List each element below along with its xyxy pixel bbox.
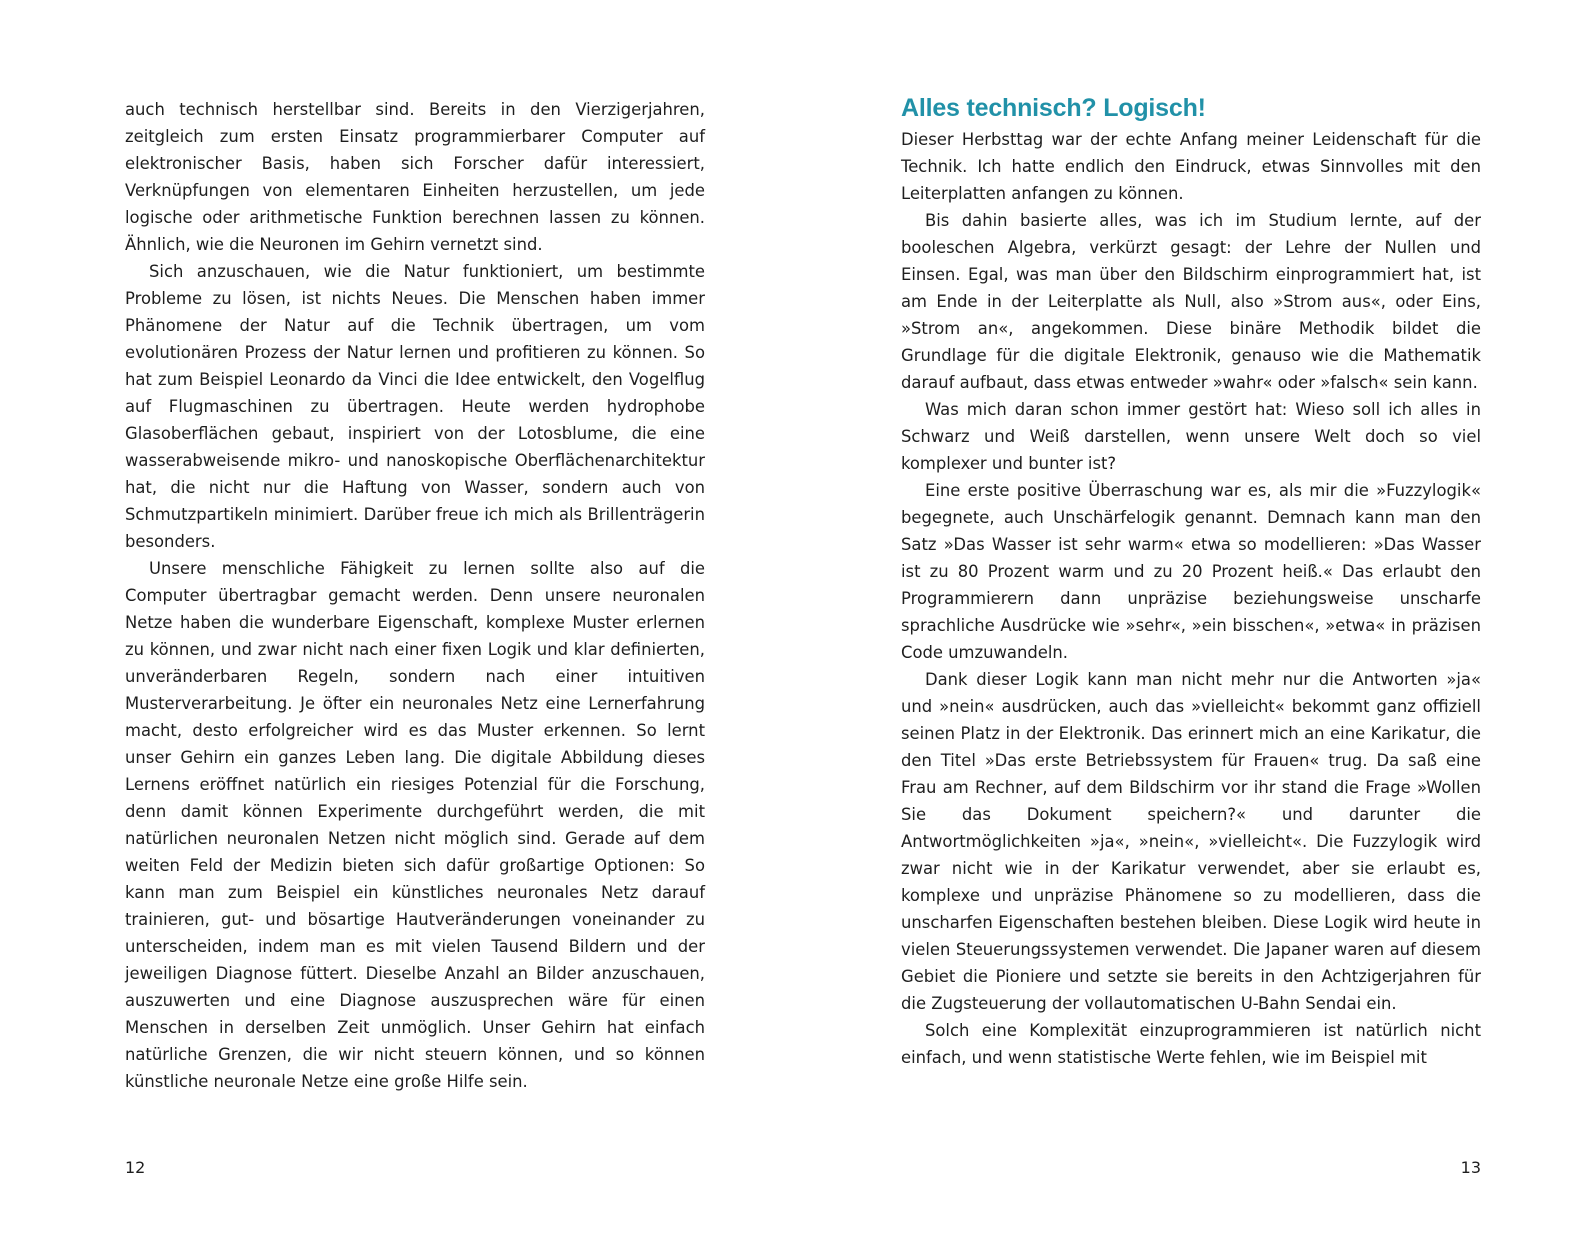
paragraph: Dank dieser Logik kann man nicht mehr nur die Antworten »ja« und »nein« ausdrücken, auch das »vielleicht« bekommt ganz offiziell seinen Platz in der Elektronik. Das erinnert mich an eine Karikatur, die den Titel »Das erste Betriebssystem für Frauen« trug. Da saß eine Frau am Rechner, auf dem Bildschirm vor ihr stand die Frage »Wollen Sie das Dokument speichern?« und darunter die Antwortmöglichkeiten »ja«, »nein«, »vielleicht«. Die Fuzzylogik wird zwar nicht wie in der Karikatur verwendet, aber sie erlaubt es, komplexe und unpräzise Phänomene so zu modellieren, dass die unscharfen Eigenschaften bestehen bleiben. Diese Logik wird heute in vielen Steuerungssystemen verwendet. Die Japaner waren auf diesem Gebiet die Pioniere und setzte sie bereits in den Achtzigerjahren für die Zugsteuerung der vollautomatischen U-Bahn Sendai ein. — [901, 670, 1481, 1013]
left-text-column — [125, 96, 705, 1095]
left-page — [125, 0, 705, 1240]
paragraph: Was mich daran schon immer gestört hat: Wieso soll ich alles in Schwarz und Weiß darstellen, wenn unsere Welt doch so viel komplexer und bunter ist? — [901, 400, 1481, 473]
paragraph: Eine erste positive Überraschung war es, als mir die »Fuzzylogik« begegnete, auch Unschärfelogik genannt. Demnach kann man den Satz »Das Wasser ist sehr warm« etwa so modellieren: »Das Wasser ist zu 80 Prozent warm und zu 20 Prozent heiß.« Das erlaubt den Programmierern dann unpräzise beziehungsweise unscharfe sprachliche Ausdrücke wie »sehr«, »ein bisschen«, »etwa« in präzisen Code umzuwandeln. — [901, 481, 1481, 662]
paragraph: Sich anzuschauen, wie die Natur funktioniert, um bestimmte Probleme zu lösen, ist nichts Neues. Die Menschen haben immer Phänomene der Natur auf die Technik übertragen, um vom evolutionären Prozess der Natur lernen und profitieren zu können. So hat zum Beispiel Leonardo da Vinci die Idee entwickelt, den Vogelflug auf Flugmaschinen zu übertragen. Heute werden hydrophobe Glasoberflächen gebaut, inspiriert von der Lotosblume, die eine wasserabweisende mikro- und nanoskopische Oberflächenarchitektur hat, die nicht nur die Haftung von Wasser, sondern auch von Schmutzpartikeln minimiert. Darüber freue ich mich als Brillenträgerin besonders. — [125, 262, 705, 551]
page-number: 13 — [1460, 1158, 1481, 1177]
right-text-column — [901, 92, 1481, 1071]
paragraph: Unsere menschliche Fähigkeit zu lernen sollte also auf die Computer übertragbar gemacht werden. Denn unsere neuronalen Netze haben die wunderbare Eigenschaft, komplexe Muster erlernen zu können, und zwar nicht nach einer fixen Logik und klar definierten, unveränderbaren Regeln, sondern nach einer intuitiven Musterverarbeitung. Je öfter ein neuronales Netz eine Lernerfahrung macht, desto erfolgreicher wird es das Muster erkennen. So lernt unser Gehirn ein ganzes Leben lang. Die digitale Abbildung dieses Lernens eröffnet natürlich ein riesiges Potenzial für die Forschung, denn damit können Experimente durchgeführt werden, die mit natürlichen neuronalen Netzen nicht möglich sind. Gerade auf dem weiten Feld der Medizin bieten sich dafür großartige Optionen: So kann man zum Beispiel ein künstliches neuronales Netz darauf trainieren, gut- und bösartige Hautveränderungen voneinander zu unterscheiden, indem man es mit vielen Tausend Bildern und der jeweiligen Diagnose füttert. Dieselbe Anzahl an Bilder anzuschauen, auszuwerten und eine Diagnose auszusprechen wäre für einen Menschen in derselben Zeit unmöglich. Unser Gehirn hat einfach natürliche Grenzen, die wir nicht steuern können, und so können künstliche neuronale Netze eine große Hilfe sein. — [125, 559, 705, 1091]
right-page — [901, 0, 1481, 1240]
section-heading: Alles technisch? Logisch! — [901, 94, 1206, 122]
paragraph: Bis dahin basierte alles, was ich im Studium lernte, auf der booleschen Algebra, verkürzt gesagt: der Lehre der Nullen und Einsen. Egal, was man über den Bildschirm einprogrammiert hat, ist am Ende in der Leiterplatte als Null, also »Strom aus«, oder Eins, »Strom an«, angekommen. Diese binäre Methodik bildet die Grundlage für die digitale Elektronik, genauso wie die Mathematik darauf aufbaut, dass etwas entweder »wahr« oder »falsch« sein kann. — [901, 211, 1481, 392]
paragraph: Dieser Herbsttag war der echte Anfang meiner Leidenschaft für die Technik. Ich hatte endlich den Eindruck, etwas Sinnvolles mit den Leiterplatten anfangen zu können. — [901, 130, 1481, 203]
paragraph: auch technisch herstellbar sind. Bereits in den Vierzigerjahren, zeitgleich zum ersten Einsatz programmierbarer Computer auf elektronischer Basis, haben sich Forscher dafür interessiert, Verknüpfungen von elementaren Einheiten herzustellen, um jede logische oder arithmetische Funktion berechnen lassen zu können. Ähnlich, wie die Neuronen im Gehirn vernetzt sind. — [125, 100, 705, 254]
paragraph: Solch eine Komplexität einzuprogrammieren ist natürlich nicht einfach, und wenn statistische Werte fehlen, wie im Beispiel mit — [901, 1021, 1481, 1067]
page-number: 12 — [125, 1158, 146, 1177]
